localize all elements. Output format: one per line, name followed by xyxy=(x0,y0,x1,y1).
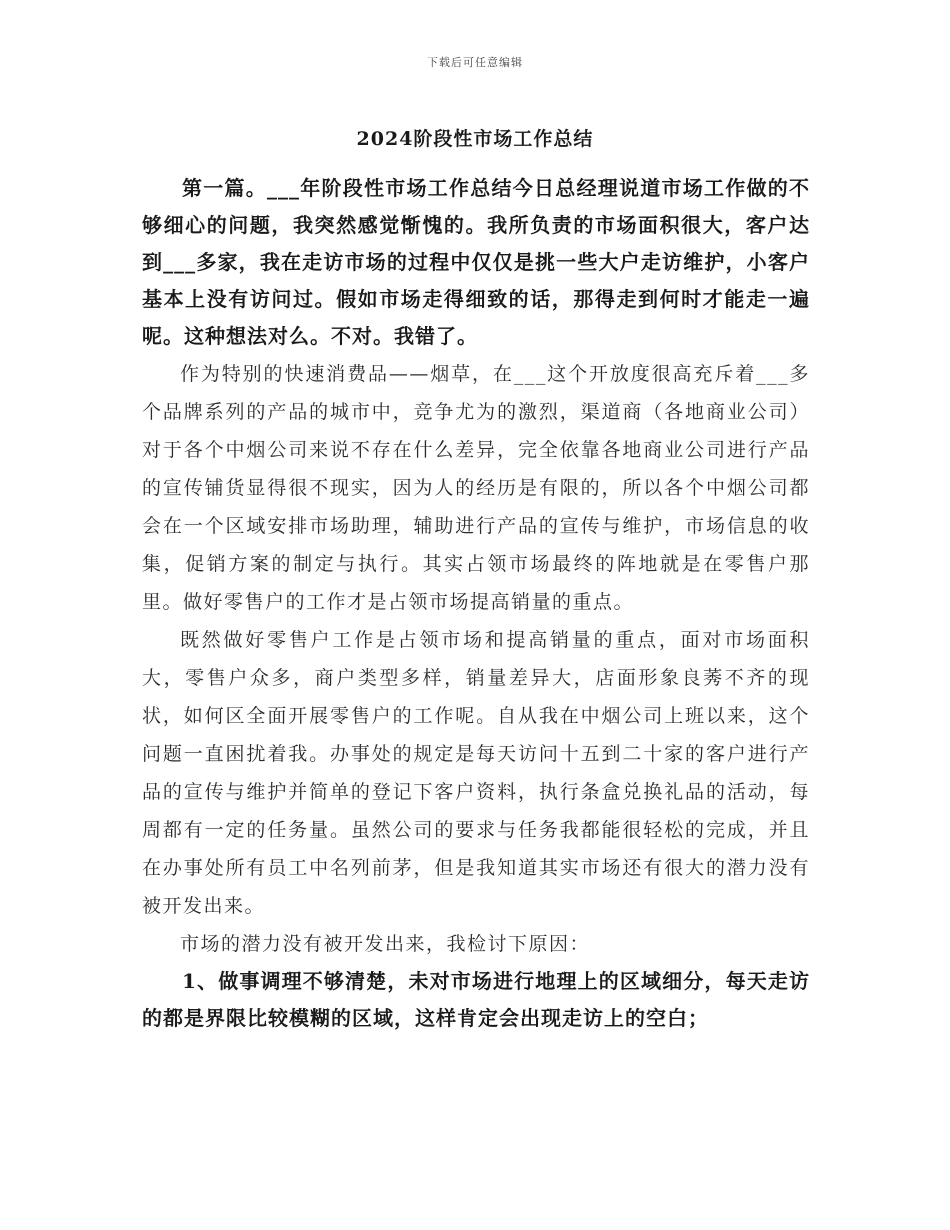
paragraph-1: 第一篇。___年阶段性市场工作总结今日总经理说道市场工作做的不够细心的问题，我突然感觉惭愧的。我所负责的市场面积很大，客户达到___多家，我在走访市场的过程中仅仅是挑一些大户走访维护，小客户基本上没有访问过。假如市场走得细致的话，那得走到何时才能走一遍呢。这种想法对么。不对。我错了。 xyxy=(142,176,810,348)
document-title: 2024阶段性市场工作总结 xyxy=(356,128,594,150)
document-body xyxy=(142,170,810,1037)
paragraph-2: 作为特别的快速消费品——烟草，在___这个开放度很高充斥着___多个品牌系列的产品的城市中，竞争尤为的激烈，渠道商（各地商业公司）对于各个中烟公司来说不存在什么差异，完全依靠各地商业公司进行产品的宣传铺货显得很不现实，因为人的经历是有限的，所以各个中烟公司都会在一个区域安排市场助理，辅助进行产品的宣传与维护，市场信息的收集，促销方案的制定与执行。其实占领市场最终的阵地就是在零售户那里。做好零售户的工作才是占领市场提高销量的重点。 xyxy=(142,363,810,613)
paragraph-5: 1、做事调理不够清楚，未对市场进行地理上的区域细分，每天走访的都是界限比较模糊的区域，这样肯定会出现走访上的空白； xyxy=(142,969,810,1030)
paragraph-4: 市场的潜力没有被开发出来，我检讨下原因： xyxy=(180,933,591,955)
paragraph-3: 既然做好零售户工作是占领市场和提高销量的重点，面对市场面积大，零售户众多，商户类型多样，销量差异大，店面形象良莠不齐的现状，如何区全面开展零售户的工作呢。自从我在中烟公司上班以来，这个问题一直困扰着我。办事处的规定是每天访问十五到二十家的客户进行产品的宣传与维护并简单的登记下客户资料，执行条盒兑换礼品的活动，每周都有一定的任务量。虽然公司的要求与任务我都能很轻松的完成，并且在办事处所有员工中名列前茅，但是我知道其实市场还有很大的潜力没有被开发出来。 xyxy=(142,629,810,917)
header-note: 下载后可任意编辑 xyxy=(427,56,523,69)
